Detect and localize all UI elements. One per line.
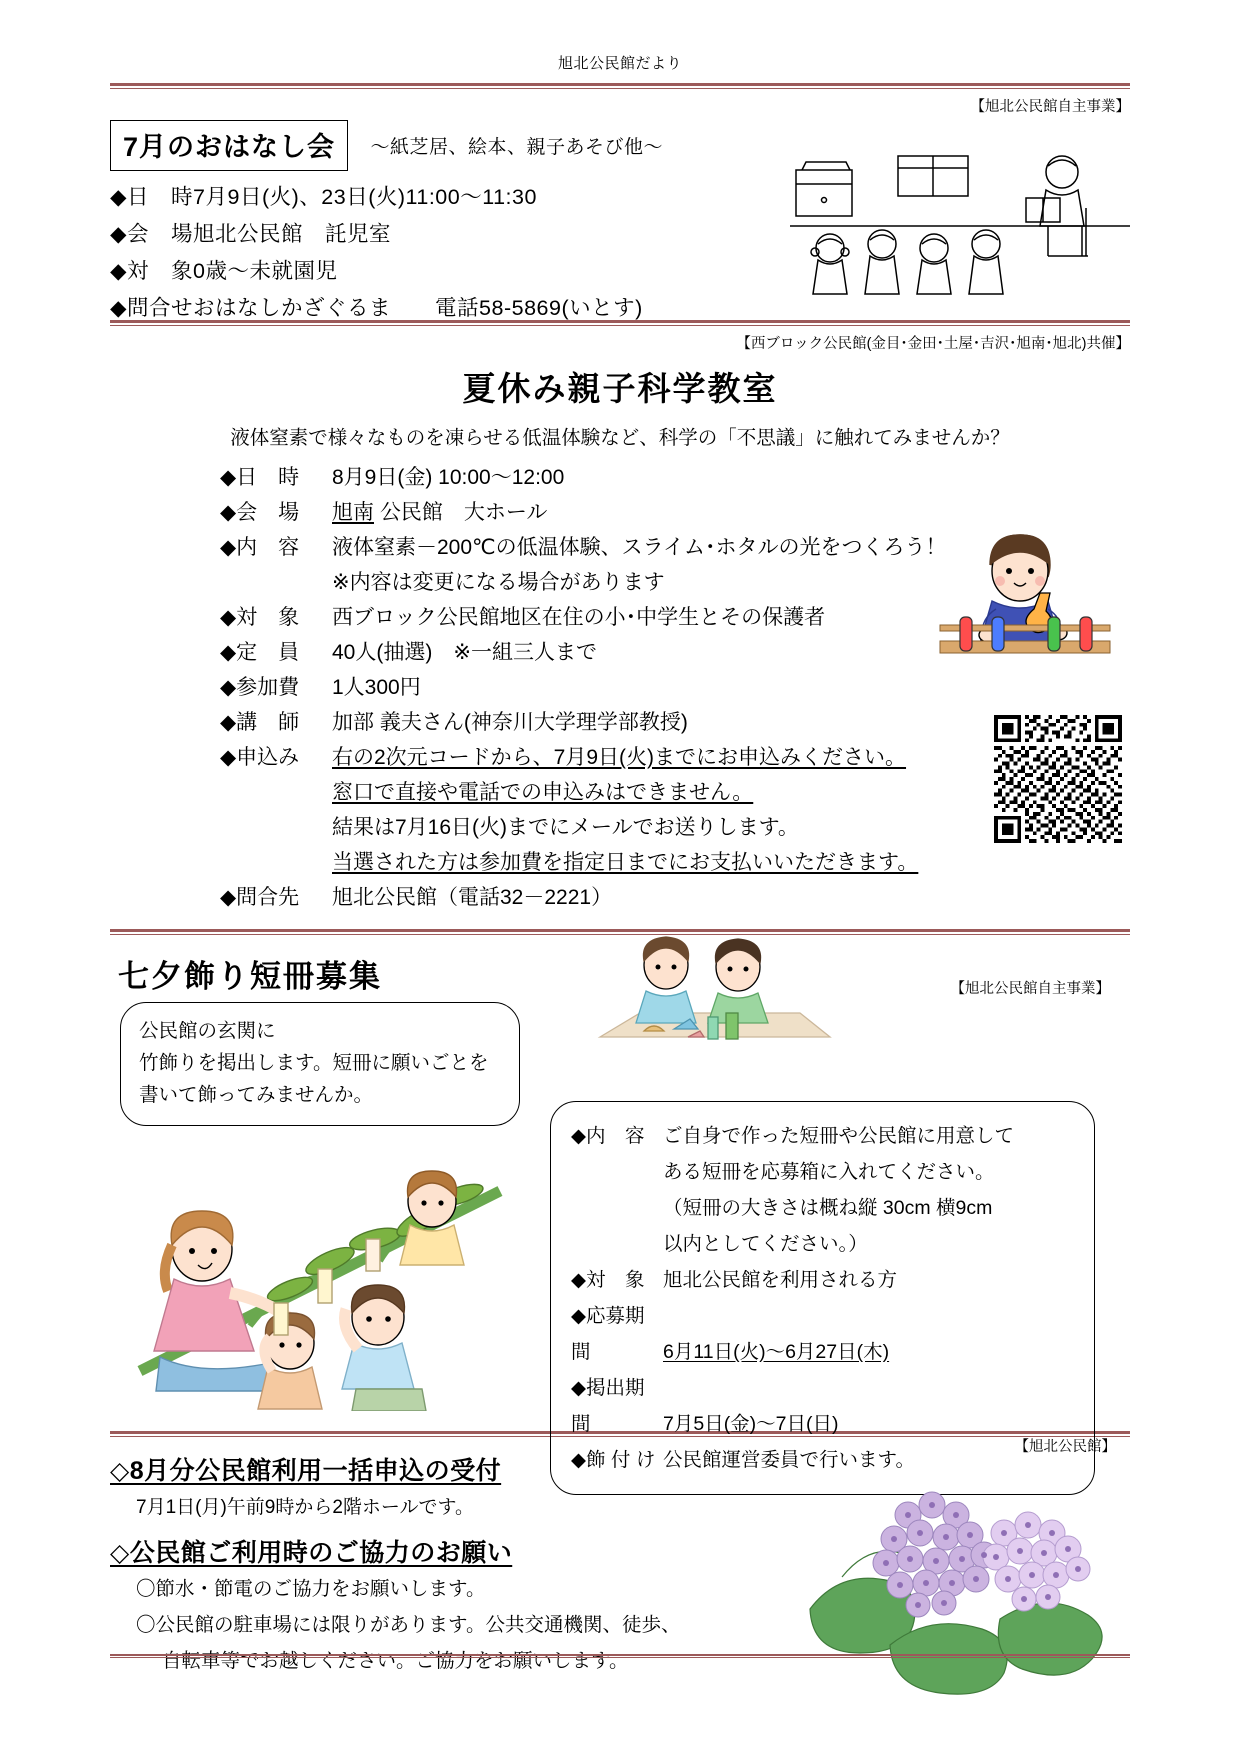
row-value: おはなしかざぐるま 電話58-5869(いとす): [193, 296, 643, 320]
row-value: 結果は7月16日(火)までにメールでお送りします。: [332, 816, 799, 839]
row-label: ◆掲出期間: [571, 1377, 645, 1435]
row-label: ◆日 時: [220, 466, 300, 489]
row-value: 旭北公民館 託児室: [193, 222, 392, 246]
page-title: 旭北公民館だより: [557, 55, 682, 72]
row-value: 窓口で直接や電話での申込みはできません。: [332, 781, 754, 804]
list-item: [220, 845, 1130, 880]
list-item: [571, 1154, 1078, 1190]
row-value: 旭北公民館（電話32－2221）: [332, 886, 613, 909]
section2-lead: 液体窒素で様々なものを凍らせる低温体験など、科学の「不思議」に触れてみませんか？: [230, 427, 1010, 449]
hydrangea-illustration: [790, 1459, 1120, 1699]
row-value: 公民館運営委員で行います。: [663, 1449, 915, 1471]
row-label: ◆飾 付 け: [571, 1449, 656, 1471]
row-label: ◆定 員: [220, 641, 300, 664]
notice-text-1: 7月1日(月)午前9時から2階ホールです。: [136, 1497, 475, 1518]
row-label: ◆対 象: [571, 1269, 645, 1291]
bubble-line: 公民館の玄関に: [139, 1020, 276, 1042]
list-item: [220, 460, 1130, 495]
section1-tag: 【旭北公民館自主事業】: [970, 99, 1130, 115]
qr-code[interactable]: [994, 715, 1122, 843]
science-boy-illustration: [930, 513, 1120, 673]
row-value: ご自身で作った短冊や公民館に用意して: [663, 1125, 1015, 1147]
list-item: [571, 1118, 1078, 1154]
speech-bubble: [120, 1002, 520, 1126]
row-value: 40人(抽選) ※一組三人まで: [332, 641, 597, 664]
section-ohanashi: [110, 120, 1130, 320]
row-label: ◆日 時: [110, 185, 194, 209]
row-label: ◆講 師: [220, 711, 300, 734]
row-label: ◆申込み: [220, 746, 300, 769]
row-value: 7月9日(火)、23日(火)11:00～11:30: [193, 185, 537, 209]
footer-divider: [110, 1654, 1130, 1658]
notice-text-4: 自転車等でお越しください。ご協力をお願いします。: [162, 1650, 629, 1672]
row-value: 当選された方は参加費を指定日までにお支払いいただきます。: [332, 851, 919, 874]
row-value: 0歳～未就園児: [193, 259, 338, 283]
list-item: [571, 1226, 1078, 1262]
row-value: 以内としてください。）: [663, 1233, 868, 1255]
notice-heading-1: ◇8月分公民館利用一括申込の受付: [110, 1457, 502, 1485]
list-item: [571, 1298, 1078, 1370]
bubble-line: 書いて飾ってみませんか。: [139, 1084, 374, 1106]
row-value: 8月9日(金) 10:00～12:00: [332, 466, 565, 489]
section1-subtitle: ～紙芝居、絵本、親子あそび他～: [370, 137, 663, 158]
section-science: [110, 363, 1130, 915]
row-value: 6月11日(火)～6月27日(木): [663, 1341, 890, 1363]
kids-crafting-illustration: [580, 933, 840, 1083]
tanabata-details-box: [550, 1101, 1095, 1495]
row-value: 右の2次元コードから、7月9日(火)までにお申込みください。: [332, 746, 907, 769]
list-item: [571, 1262, 1078, 1298]
row-label: ◆応募期間: [571, 1305, 645, 1363]
list-item: [220, 880, 1130, 915]
list-item: [571, 1190, 1078, 1226]
row-label: ◆内 容: [571, 1125, 645, 1147]
header-divider: [110, 83, 1130, 89]
row-label: ◆対 象: [110, 259, 194, 283]
row-label: ◆問合先: [220, 886, 300, 909]
section1-title: 7月のおはなし会: [110, 120, 348, 171]
section-notices: [110, 1439, 1130, 1677]
row-label: ◆参加費: [220, 676, 300, 699]
list-item: [571, 1370, 1078, 1442]
storytime-illustration: [790, 148, 1130, 298]
row-value: 7月5日(金)～7日(日): [663, 1413, 839, 1435]
section3-tag: 【旭北公民館自主事業】: [950, 981, 1110, 997]
venue-name: 旭南: [332, 501, 374, 524]
row-value: 加部 義夫さん(神奈川大学理学部教授): [332, 711, 688, 734]
notice-text-2: 〇節水・節電のご協力をお願いします。: [136, 1578, 486, 1600]
row-value: 液体窒素－200℃の低温体験、スライム･ホタルの光をつくろう！: [332, 536, 947, 559]
row-value: 西ブロック公民館地区在住の小･中学生とその保護者: [332, 606, 826, 629]
bubble-line: 竹飾りを掲出します。短冊に願いごとを: [139, 1052, 489, 1074]
section2-tag: 【西ブロック公民館(金目･金田･土屋･吉沢･旭南･旭北)共催】: [736, 336, 1130, 352]
section4-tag: 【旭北公民館】: [1014, 1439, 1116, 1455]
row-label: ◆内 容: [220, 536, 300, 559]
row-value: （短冊の大きさは概ね縦 30cm 横9cm: [663, 1197, 993, 1219]
row-value: ある短冊を応募箱に入れてください。: [663, 1161, 995, 1183]
section2-title: 夏休み親子科学教室: [462, 370, 778, 407]
row-label: ◆対 象: [220, 606, 300, 629]
row-value: ※内容は変更になる場合があります: [332, 571, 665, 594]
row-label: ◆会 場: [110, 222, 194, 246]
family-bamboo-illustration: [130, 1121, 530, 1411]
notice-heading-2: ◇公民館ご利用時のご協力のお願い: [110, 1539, 513, 1567]
row-value: 旭北公民館を利用される方: [663, 1269, 898, 1291]
notice-text-3: 〇公民館の駐車場には限りがあります。公共交通機関、徒歩、: [136, 1614, 681, 1636]
row-label: ◆会 場: [220, 501, 300, 524]
list-item: [220, 670, 1130, 705]
section3-title: 七夕飾り短冊募集: [118, 959, 382, 994]
list-item: ◆会 場 旭南 公民館 大ホール: [220, 495, 1130, 530]
row-label: ◆問合せ: [110, 296, 194, 320]
row-value: 1人300円: [332, 676, 421, 699]
